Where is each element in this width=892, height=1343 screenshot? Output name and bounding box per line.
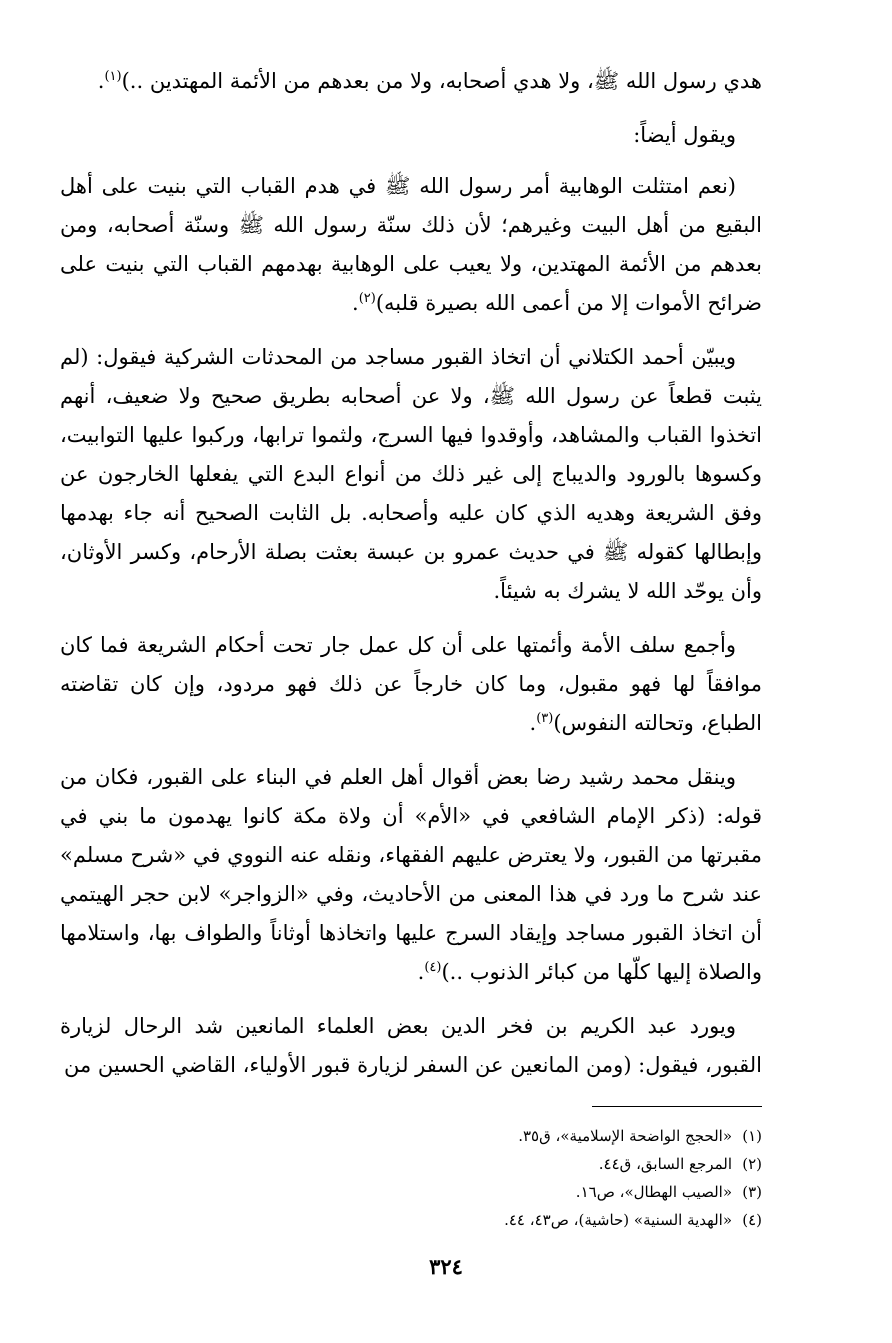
footnote-number: (١) (742, 1127, 762, 1145)
footnote-item (504, 1122, 762, 1150)
footnote-item (504, 1150, 762, 1178)
footnote-item (504, 1206, 762, 1234)
paragraph: هدي رسول الله ﷺ، ولا هدي أصحابه، ولا من بعدهم من الأئمة المهتدين ..)$^{(١)}$. (97, 69, 762, 93)
footnote-item (504, 1178, 762, 1206)
footnotes (504, 1122, 762, 1234)
footnote-number: (٣) (742, 1183, 762, 1201)
paragraph: وينقل محمد رشيد رضا بعض أقوال أهل العلم في البناء على القبور، فكان من قوله: (ذكر الإمام الشافعي في «الأم» أن ولاة مكة كانوا يهدمون ما بني في مقبرتها من القبور، ولا يعترض عليهم الفقهاء، ونقله عنه النووي في «شرح مسلم» عند شرح ما ورد في هذا المعنى من الأحاديث، وفي «الزواجر» لابن حجر الهيتمي أن اتخاذ القبور مساجد وإيقاد السرج عليها واتخاذها أوثاناً والطواف بها، واستلامها والصلاة إليها كلّها من كبائر الذنوب ..)$^{(٤)}$. (60, 765, 763, 984)
page-body (60, 62, 762, 1100)
footnote-ref: (٢) (358, 291, 376, 306)
paragraph: وأجمع سلف الأمة وأئمتها على أن كل عمل جار تحت أحكام الشريعة فما كان موافقاً لها فهو مقبول، وما كان خارجاً عن ذلك فهو مردود، وإن كان تقاضته الطباع، وتحالته النفوس)$^{(٣)}$. (60, 633, 762, 735)
footnote-text: «الهدية السنية» (حاشية)، ص٤٣، ٤٤. (504, 1211, 732, 1229)
footnote-text: المرجع السابق، ق٤٤. (598, 1155, 732, 1173)
paragraph: ويقول أيضاً: (633, 123, 736, 147)
footnote-number: (٢) (742, 1155, 762, 1173)
footnote-text: «الصيب الهطال»، ص١٦. (575, 1183, 732, 1201)
paragraph: ويبيّن أحمد الكتلاني أن اتخاذ القبور مساجد من المحدثات الشركية فيقول: (لم يثبت قطعاً عن رسول الله ﷺ، ولا عن أصحابه بطريق صحيح ولا ضعيف، أنهم اتخذوا القباب والمشاهد، وأوقدوا فيها السرج، ولثموا ترابها، وركبوا عليها التوابيت، وكسوها بالورود والديباج إلى غير ذلك من أنواع البدع التي يفعلها الخارجون عن وفق الشريعة وهديه الذي كان عليه وأصحابه. بل الثابت الصحيح أنه جاء بهدمها وإبطالها كقوله ﷺ في حديث عمرو بن عبسة بعثت بصلة الأرحام، وكسر الأوثان، وأن يوحّد الله لا يشرك به شيئاً. (60, 345, 762, 603)
page-number: ٣٢٤ (429, 1254, 463, 1279)
footnote-separator (592, 1106, 762, 1107)
footnote-text: «الحجج الواضحة الإسلامية»، ق٣٥. (518, 1127, 732, 1145)
paragraph: ويورد عبد الكريم بن فخر الدين بعض العلماء المانعين شد الرحال لزيارة القبور، فيقول: (ومن المانعين عن السفر لزيارة قبور الأولياء، القاضي الحسين من (60, 1014, 762, 1077)
footnote-number: (٤) (742, 1211, 762, 1229)
footnote-ref: (١) (104, 69, 122, 84)
footnote-ref: (٣) (536, 711, 554, 726)
paragraph: (نعم امتثلت الوهابية أمر رسول الله ﷺ في هدم القباب التي بنيت على أهل البقيع من أهل البيت وغيرهم؛ لأن ذلك سنّة رسول الله ﷺ وسنّة أصحابه، ومن بعدهم من الأئمة المهتدين، ولا يعيب على الوهابية بهدمهم القباب التي بنيت على ضرائح الأموات إلا من أعمى الله بصيرة قلبه)$^{(٢)}$. (60, 174, 762, 315)
footnote-ref: (٤) (424, 960, 442, 975)
